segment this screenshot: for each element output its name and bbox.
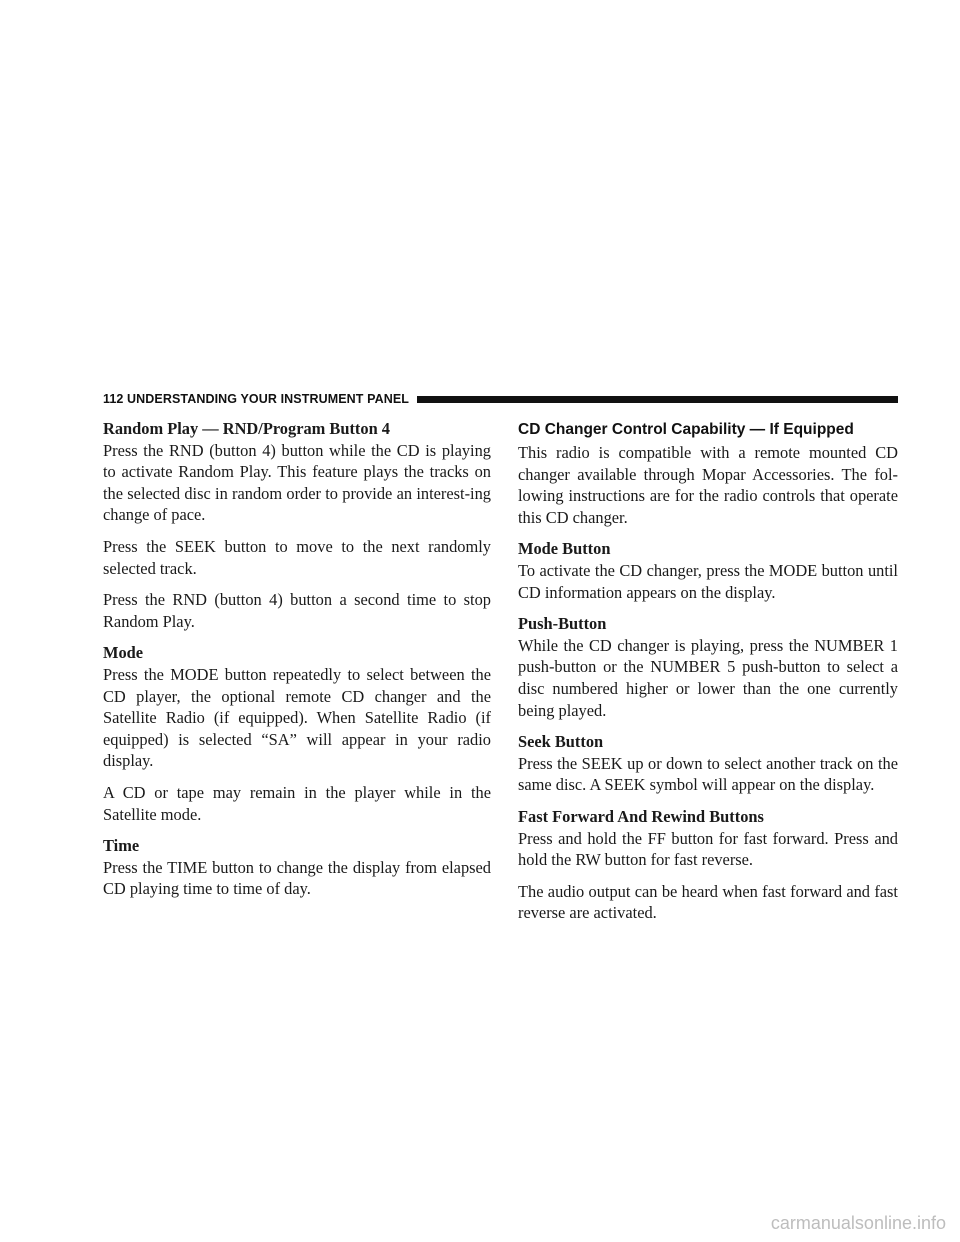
right-column <box>518 420 898 934</box>
mode-button-heading: Mode Button <box>518 539 611 559</box>
random-play-paragraph-1: Press the RND (button 4) button while the CD is playing to activate Random Play. This feature plays the tracks on the selected disc in random order to provide an interest-ing change of pace. <box>103 440 491 525</box>
random-play-section <box>103 418 491 526</box>
cd-changer-section-title: CD Changer Control Capability — If Equipped <box>518 421 854 438</box>
ff-rw-paragraph-1: Press and hold the FF button for fast forward. Press and hold the RW button for fast reverse. <box>518 828 898 870</box>
time-section <box>103 835 491 900</box>
mode-paragraph-1: Press the MODE button repeatedly to select between the CD player, the optional remote CD changer and the Satellite Radio (if equipped). When Satellite Radio (if equipped) is selected “SA” will appear in your radio display. <box>103 664 491 771</box>
header-rule <box>417 396 898 403</box>
push-button-heading: Push-Button <box>518 614 607 634</box>
push-button-section <box>518 613 898 721</box>
left-column <box>103 418 491 910</box>
ff-rw-section <box>518 806 898 871</box>
seek-button-paragraph: Press the SEEK up or down to select another track on the same disc. A SEEK symbol will appear on the display. <box>518 753 898 795</box>
seek-button-heading: Seek Button <box>518 732 604 752</box>
random-play-heading: Random Play — RND/Program Button 4 <box>103 419 390 438</box>
mode-heading: Mode <box>103 643 144 663</box>
mode-paragraph-2: A CD or tape may remain in the player while in the Satellite mode. <box>103 782 491 824</box>
random-play-paragraph-3: Press the RND (button 4) button a second time to stop Random Play. <box>103 590 491 631</box>
seek-button-section <box>518 731 898 796</box>
ff-rw-paragraph-2: The audio output can be heard when fast forward and fast reverse are activated. <box>518 881 898 923</box>
time-heading: Time <box>103 836 140 856</box>
page-header-text: 112 UNDERSTANDING YOUR INSTRUMENT PANEL <box>103 392 410 406</box>
watermark: carmanualsonline.info <box>770 1213 946 1233</box>
page-header <box>103 391 898 407</box>
push-button-paragraph: While the CD changer is playing, press the NUMBER 1 push-button or the NUMBER 5 push-button to select a disc numbered higher or lower than the one currently being played. <box>518 635 898 720</box>
ff-rw-heading: Fast Forward And Rewind Buttons <box>518 806 764 826</box>
mode-section <box>103 642 491 772</box>
mode-button-paragraph: To activate the CD changer, press the MODE button until CD information appears on the display. <box>518 560 898 602</box>
mode-button-section <box>518 538 898 603</box>
cd-changer-intro: This radio is compatible with a remote mounted CD changer available through Mopar Accessories. The fol-lowing instructions are for the radio controls that operate this CD changer. <box>518 443 898 527</box>
time-paragraph-1: Press the TIME button to change the display from elapsed CD playing time to time of day. <box>103 857 491 899</box>
random-play-paragraph-2: Press the SEEK button to move to the next randomly selected track. <box>103 536 491 578</box>
